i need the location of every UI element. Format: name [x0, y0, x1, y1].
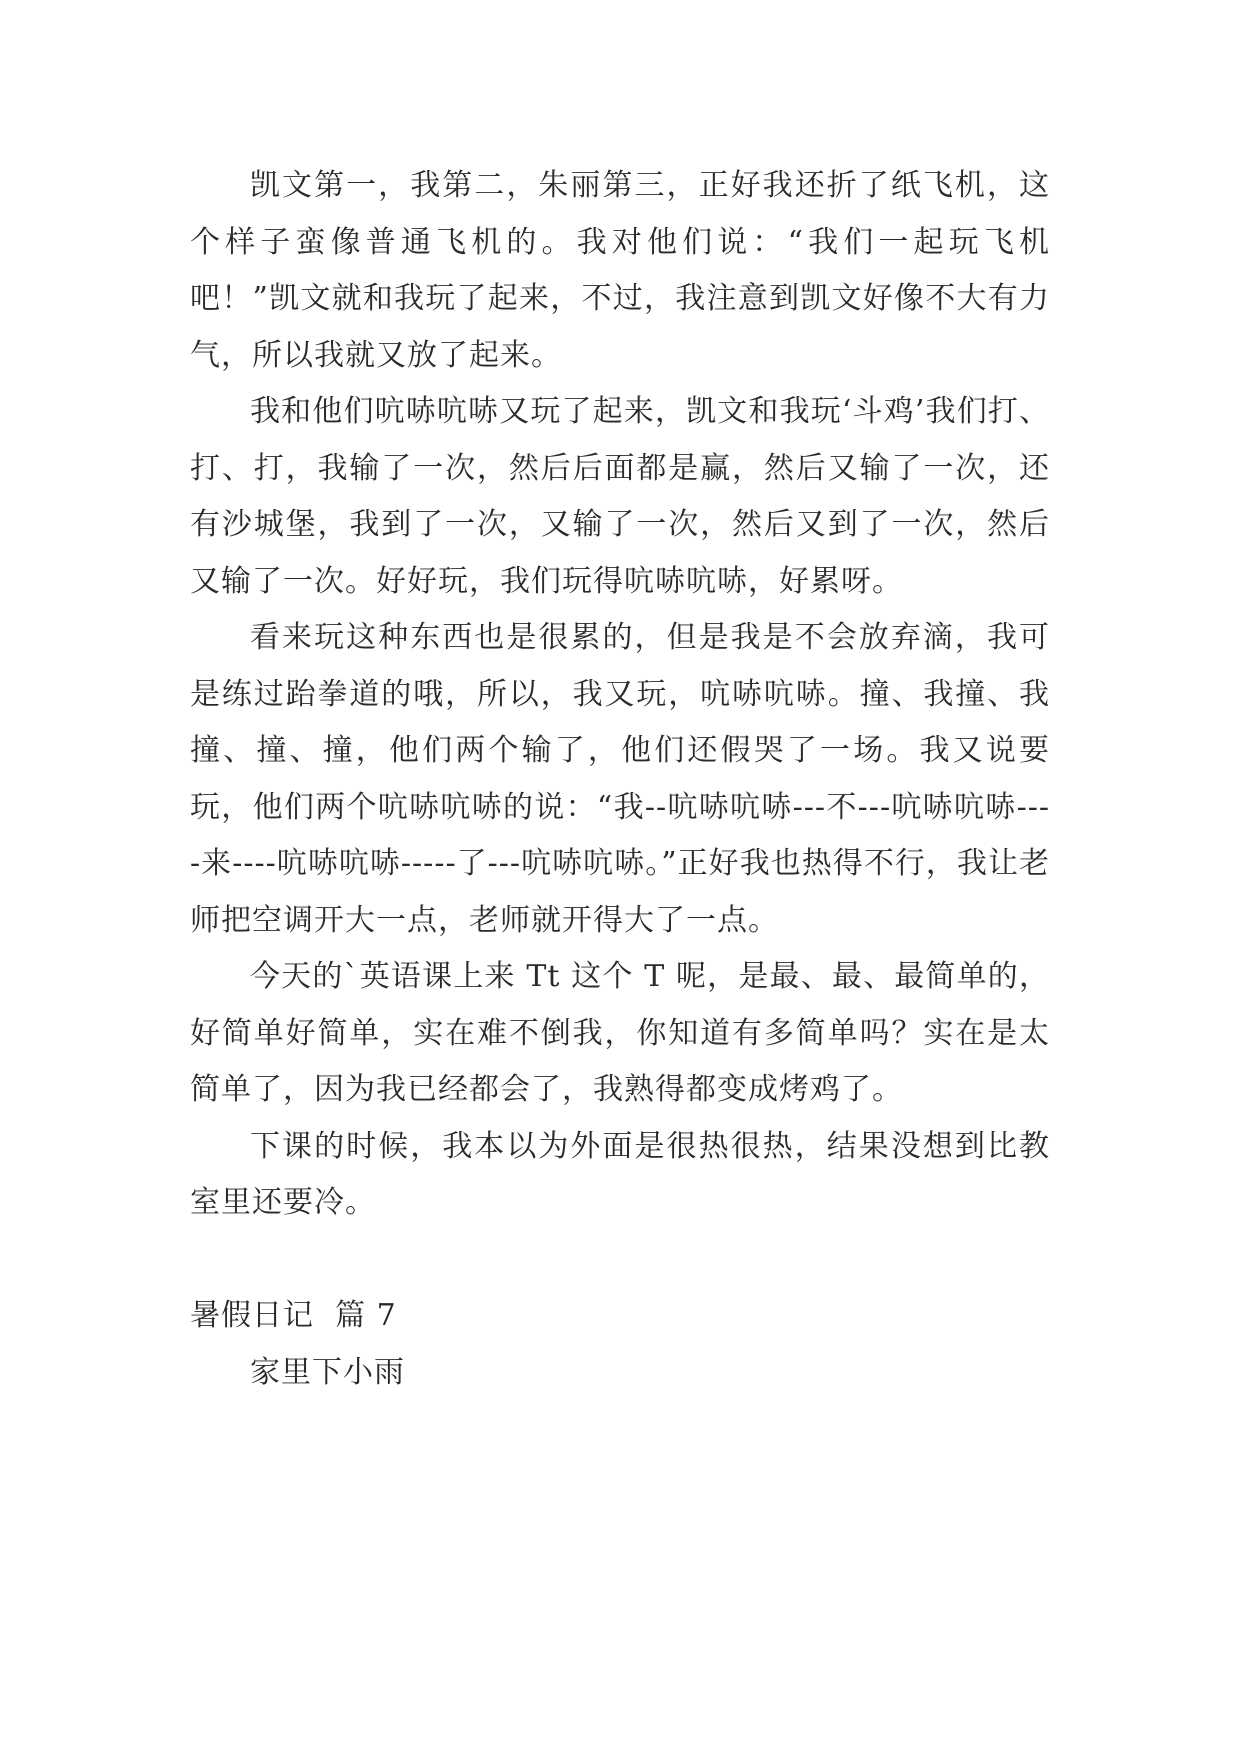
paragraph-1: 凯文第一，我第二，朱丽第三，正好我还折了纸飞机，这个样子蛮像普通飞机的。我对他们说：“我们一起玩飞机吧！”凯文就和我玩了起来，不过，我注意到凯文好像不大有力气，所以我就又放了起来。: [190, 168, 1050, 373]
paragraph-2: 我和他们吭哧吭哧又玩了起来，凯文和我玩‘斗鸡’我们打、打、打，我输了一次，然后后面都是赢，然后又输了一次，还有沙城堡，我到了一次，又输了一次，然后又到了一次，然后又输了一次。好好玩，我们玩得吭哧吭哧，好累呀。: [190, 394, 1050, 599]
section-gap: [190, 1232, 1050, 1289]
paragraph-4: 今天的`英语课上来 Tt 这个 T 呢，是最、最、最简单的，好简单好简单，实在难不倒我，你知道有多简单吗？实在是太简单了，因为我已经都会了，我熟得都变成烤鸡了。: [190, 959, 1050, 1107]
document-body: [190, 158, 1050, 1401]
paragraph-3: 看来玩这种东西也是很累的，但是我是不会放弃滴，我可是练过跆拳道的哦，所以，我又玩，吭哧吭哧。撞、我撞、我撞、撞、撞，他们两个输了，他们还假哭了一场。我又说要玩，他们两个吭哧吭哧的说：“我--吭哧吭哧---不---吭哧吭哧----来----吭哧吭哧-----了---吭哧吭哧。”正好我也热得不行，我让老师把空调开大一点，老师就开得大了一点。: [190, 620, 1050, 938]
section-subtitle: 家里下小雨: [250, 1354, 405, 1390]
section-heading: 暑假日记 篇 7: [190, 1298, 397, 1333]
paragraph-5: 下课的时候，我本以为外面是很热很热，结果没想到比教室里还要冷。: [190, 1128, 1050, 1220]
